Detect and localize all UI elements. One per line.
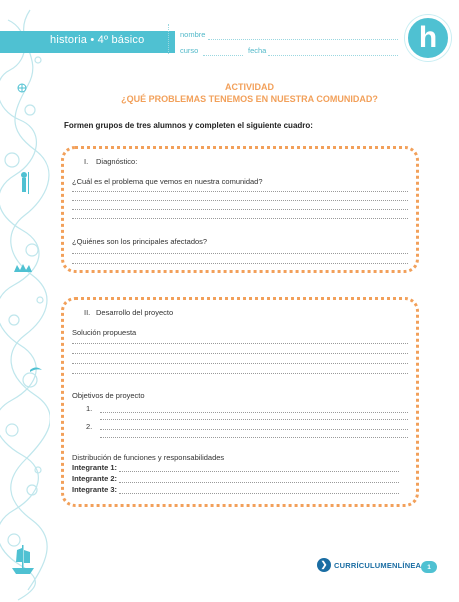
answer-line[interactable] bbox=[72, 353, 408, 354]
answer-line[interactable] bbox=[100, 412, 408, 413]
question-affected: ¿Quiénes son los principales afectados? bbox=[72, 237, 208, 246]
answer-line[interactable] bbox=[100, 429, 408, 430]
solution-label: Solución propuesta bbox=[72, 328, 137, 337]
arrow-right-icon: ❯ bbox=[317, 558, 331, 572]
subject-label bbox=[50, 34, 144, 46]
answer-line[interactable] bbox=[119, 471, 399, 472]
member-3-label: Integrante 3: bbox=[72, 485, 118, 494]
name-label: nombre bbox=[180, 30, 206, 39]
grade-label: 4º básico bbox=[97, 34, 145, 46]
answer-line[interactable] bbox=[72, 253, 408, 254]
date-label: fecha bbox=[248, 46, 267, 55]
answer-line[interactable] bbox=[72, 263, 408, 264]
answer-line[interactable] bbox=[72, 209, 408, 210]
badge-letter: h bbox=[418, 21, 438, 54]
answer-line[interactable] bbox=[119, 482, 399, 483]
page-number: 1 bbox=[421, 561, 437, 573]
answer-line[interactable] bbox=[72, 343, 408, 344]
member-1-label: Integrante 1: bbox=[72, 463, 118, 472]
answer-line[interactable] bbox=[72, 200, 408, 201]
date-field[interactable] bbox=[268, 55, 398, 56]
section1-heading: Diagnóstico: bbox=[96, 157, 138, 166]
name-field[interactable] bbox=[208, 39, 398, 40]
section2-numeral: II. bbox=[84, 308, 91, 317]
answer-line[interactable] bbox=[72, 191, 408, 192]
answer-line[interactable] bbox=[119, 493, 399, 494]
course-label: curso bbox=[180, 46, 199, 55]
activity-title: ACTIVIDAD bbox=[225, 82, 274, 92]
curriculum-logo bbox=[317, 558, 421, 572]
roles-label: Distribución de funciones y responsabilidades bbox=[72, 453, 225, 462]
course-field[interactable] bbox=[203, 55, 243, 56]
subject-name: historia bbox=[50, 34, 88, 46]
crown-icon bbox=[14, 264, 32, 272]
logo-text: CURRÍCULUMENLÍNEA bbox=[334, 560, 422, 570]
objectives-label: Objetivos de proyecto bbox=[72, 391, 145, 400]
sailing-ship-icon bbox=[12, 545, 34, 574]
answer-line[interactable] bbox=[100, 419, 408, 420]
instruction-text: Formen grupos de tres alumnos y completen el siguiente cuadro: bbox=[64, 121, 313, 130]
objective-number-1: 1. bbox=[86, 404, 93, 413]
student-info-form bbox=[168, 18, 400, 60]
answer-line[interactable] bbox=[72, 363, 408, 364]
diagnosis-box bbox=[61, 146, 419, 273]
section2-heading: Desarrollo del proyecto bbox=[96, 308, 174, 317]
answer-line[interactable] bbox=[72, 218, 408, 219]
answer-line[interactable] bbox=[72, 373, 408, 374]
history-badge bbox=[405, 15, 451, 61]
answer-line[interactable] bbox=[100, 437, 408, 438]
objective-number-2: 2. bbox=[86, 422, 93, 431]
question-problem: ¿Cuál es el problema que vemos en nuestra comunidad? bbox=[72, 177, 263, 186]
member-2-label: Integrante 2: bbox=[72, 474, 118, 483]
section1-numeral: I. bbox=[84, 157, 89, 166]
subject-separator: • bbox=[90, 34, 95, 46]
activity-question: ¿QUÉ PROBLEMAS TENEMOS EN NUESTRA COMUNIDAD? bbox=[121, 94, 378, 104]
project-box bbox=[61, 297, 419, 507]
explorer-figure-icon bbox=[21, 172, 29, 194]
